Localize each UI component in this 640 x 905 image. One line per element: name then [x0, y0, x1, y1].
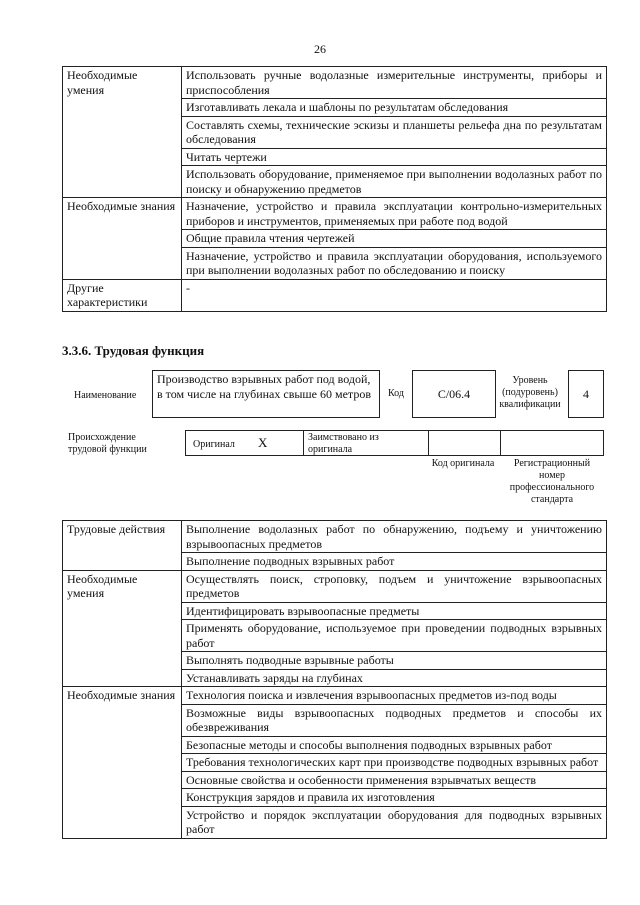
- original-label: Оригинал: [193, 439, 235, 450]
- level-value: 4: [583, 387, 589, 401]
- table-row: [63, 521, 607, 553]
- row-item: Составлять схемы, технические эскизы и планшеты рельефа дна по результатам обследования: [182, 116, 607, 148]
- code-label: Код: [388, 388, 404, 399]
- table-row: [63, 570, 607, 602]
- original-mark: X: [258, 435, 268, 450]
- row-item: Выполнение водолазных работ по обнаружению, подъему и уничтожению взрывоопасных предметов: [182, 521, 607, 553]
- row-item: Безопасные методы и способы выполнения подводных взрывных работ: [182, 736, 607, 754]
- page-number: 26: [314, 42, 326, 56]
- origin-label: Происхождение трудовой функции: [68, 432, 147, 455]
- origin-divider-1: [303, 431, 304, 455]
- row-item: Возможные виды взрывоопасных подводных предметов и способы их обезвреживания: [182, 704, 607, 736]
- row-item: -: [182, 279, 607, 311]
- row-item: Требования технологических карт при производстве подводных взрывных работ: [182, 754, 607, 772]
- level-label: Уровень (подуровень) квалификации: [499, 375, 561, 410]
- row-item: Устанавливать заряды на глубинах: [182, 669, 607, 687]
- row-item: Выполнять подводные взрывные работы: [182, 652, 607, 670]
- origin-divider-3: [500, 431, 501, 455]
- row-group-label: Необходимые знания: [63, 198, 182, 280]
- row-item: Назначение, устройство и правила эксплуатации контрольно-измерительных приборов и инструментов, применяемых при работе под водой: [182, 198, 607, 230]
- row-item: Идентифицировать взрывоопасные предметы: [182, 602, 607, 620]
- section-heading: 3.3.6. Трудовая функция: [62, 343, 205, 358]
- row-item: Применять оборудование, используемое при проведении подводных взрывных работ: [182, 620, 607, 652]
- row-group-label: Трудовые действия: [63, 521, 182, 571]
- level-box: [568, 370, 604, 418]
- function-code-value: C/06.4: [437, 387, 471, 401]
- function-name-value: Производство взрывных работ под водой, в том числе на глубинах свыше 60 метров: [157, 372, 371, 401]
- borrowed-label: Заимствовано из оригинала: [308, 432, 379, 455]
- table-row: [63, 279, 607, 311]
- function-name-box: [152, 370, 380, 418]
- name-label: Наименование: [74, 390, 137, 401]
- row-item: Изготавливать лекала и шаблоны по результатам обследования: [182, 99, 607, 117]
- reg-caption: Регистрационный номер профессионального стандарта: [509, 458, 595, 505]
- row-item: Основные свойства и особенности применения взрывчатых веществ: [182, 771, 607, 789]
- row-item: Назначение, устройство и правила эксплуатации оборудования, используемого при выполнении водолазных работ по обследованию и поиску: [182, 247, 607, 279]
- row-item: Осуществлять поиск, строповку, подъем и уничтожение взрывоопасных предметов: [182, 570, 607, 602]
- row-group-label: Необходимые знания: [63, 687, 182, 839]
- row-item: Общие правила чтения чертежей: [182, 230, 607, 248]
- row-item: Конструкция зарядов и правила их изготовления: [182, 789, 607, 807]
- row-group-label: Необходимые умения: [63, 570, 182, 687]
- table-row: [63, 198, 607, 230]
- row-item: Читать чертежи: [182, 148, 607, 166]
- row-item: Устройство и порядок эксплуатации оборудования для подводных взрывных работ: [182, 806, 607, 838]
- origin-divider-2: [428, 431, 429, 455]
- bottom-requirements-table: [62, 520, 607, 839]
- code-caption: Код оригинала: [431, 458, 495, 469]
- row-group-label: Другие характеристики: [63, 279, 182, 311]
- function-code-box: [412, 370, 496, 418]
- origin-row: [185, 430, 604, 456]
- row-item: Выполнение подводных взрывных работ: [182, 553, 607, 571]
- top-requirements-table: [62, 66, 607, 312]
- row-item: Использовать оборудование, применяемое при выполнении водолазных работ по поиску и обнаружению предметов: [182, 166, 607, 198]
- row-group-label: Необходимые умения: [63, 67, 182, 198]
- table-row: [63, 687, 607, 705]
- table-row: [63, 67, 607, 99]
- row-item: Использовать ручные водолазные измерительные инструменты, приборы и приспособления: [182, 67, 607, 99]
- row-item: Технология поиска и извлечения взрывоопасных предметов из-под воды: [182, 687, 607, 705]
